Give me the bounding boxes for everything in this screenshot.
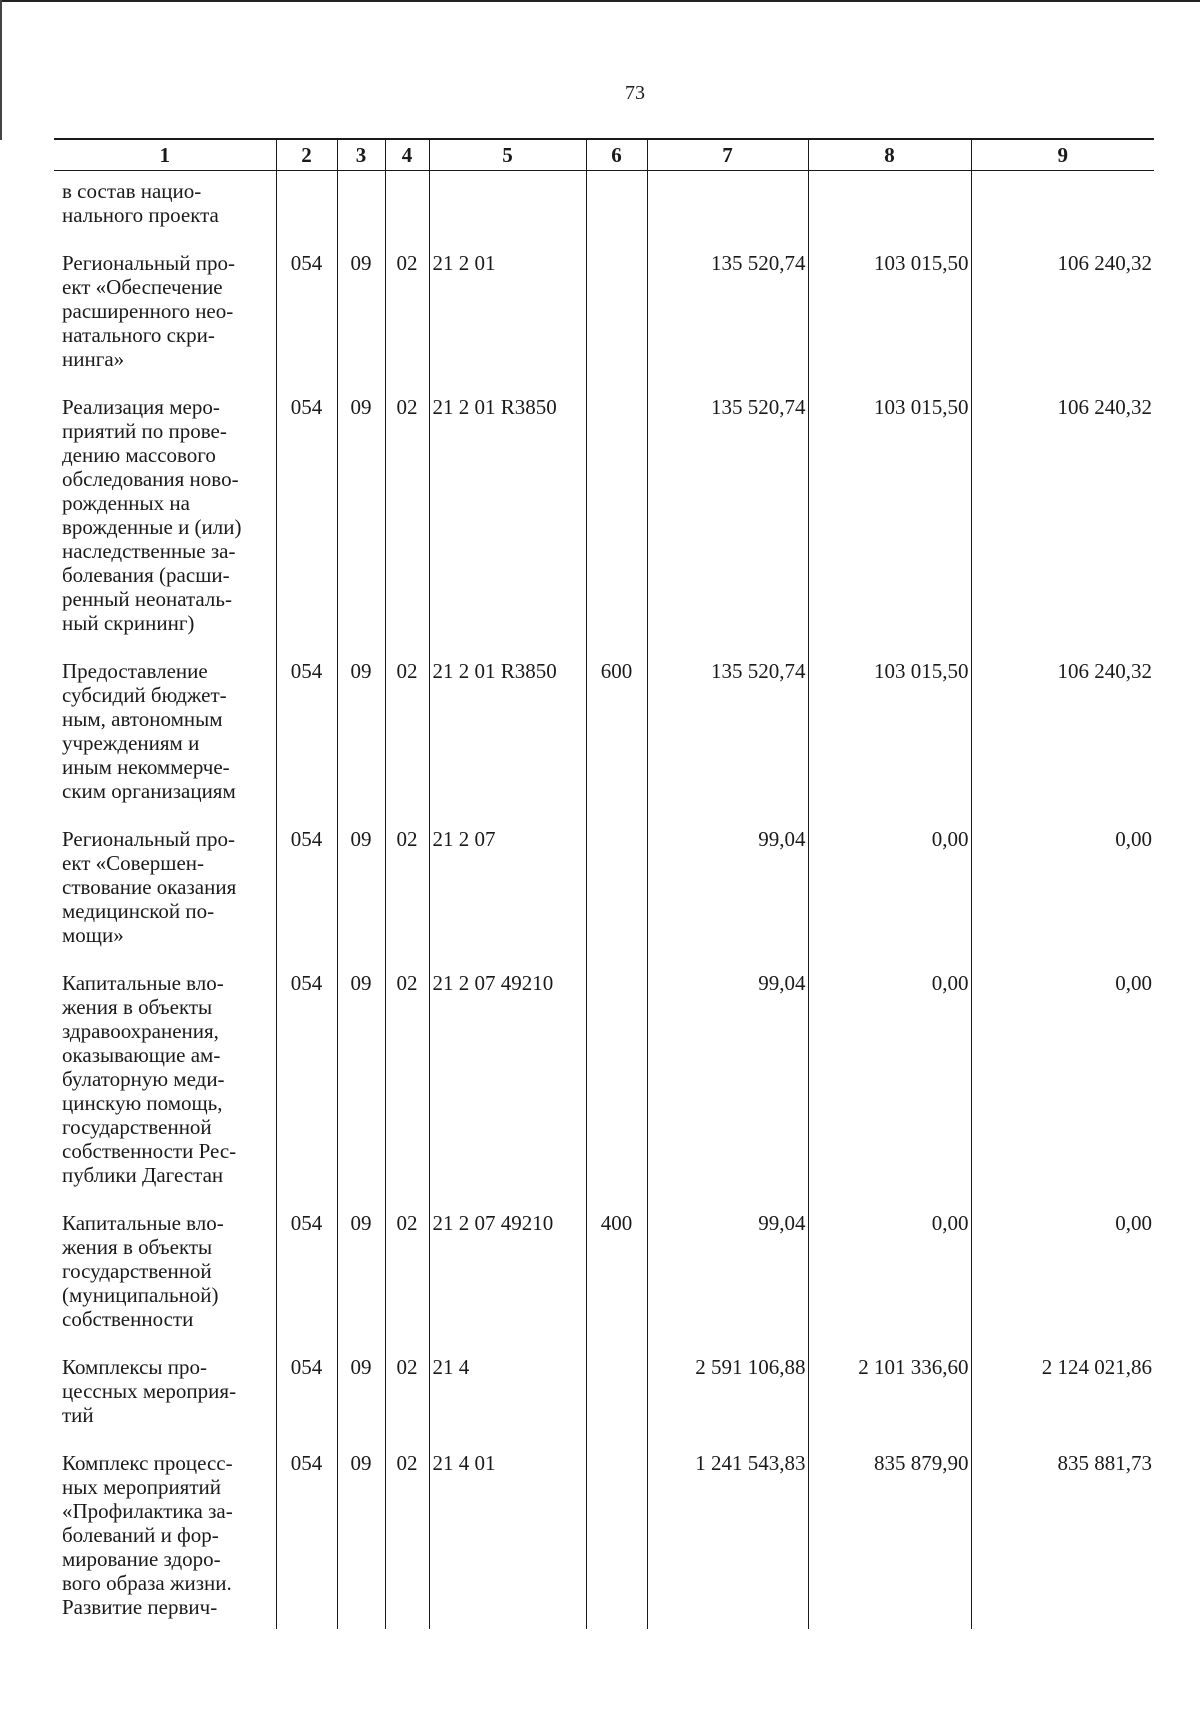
row-name-cell: Комплексы про- цессных мероприя- тий	[62, 1355, 237, 1427]
amount-col9-cell	[971, 171, 1154, 240]
section-cell: 09	[337, 383, 385, 647]
subsection-cell: 02	[385, 959, 429, 1199]
amount-col9-cell: 106 240,32	[971, 647, 1154, 815]
section-cell: 09	[337, 1343, 385, 1439]
target-article-cell: 21 2 01 R3850	[429, 647, 586, 815]
section-cell: 09	[337, 1199, 385, 1343]
row-name-cell: Реализация меро- приятий по прове- дению массового обследования ново- рожденных на врожденные и (или) наследственные за- болевания (расши- ренный неонаталь- ный скрининг)	[62, 395, 242, 635]
header-cell: 6	[586, 139, 647, 171]
header-cell: 7	[647, 139, 808, 171]
expense-type-cell	[586, 1439, 647, 1629]
subsection-cell: 02	[385, 239, 429, 383]
amount-col8-cell: 2 101 336,60	[808, 1343, 971, 1439]
row-name-cell: Капитальные вло- жения в объекты здравоохранения, оказывающие ам- булаторную меди- цинскую помощь, государственной собственности Рес- публики Дагестан	[62, 971, 237, 1187]
amount-col8-cell: 835 879,90	[808, 1439, 971, 1629]
code-cell: 054	[276, 383, 337, 647]
code-cell: 054	[276, 959, 337, 1199]
section-cell: 09	[337, 239, 385, 383]
code-cell: 054	[276, 815, 337, 959]
target-article-cell: 21 4 01	[429, 1439, 586, 1629]
header-cell: 2	[276, 139, 337, 171]
table-row	[54, 815, 1154, 959]
table-row	[54, 647, 1154, 815]
subsection-cell: 02	[385, 383, 429, 647]
section-cell: 09	[337, 647, 385, 815]
header-cell: 1	[54, 139, 276, 171]
row-name-cell: Региональный про- ект «Обеспечение расширенного нео- натального скри- нинга»	[62, 251, 235, 371]
expense-type-cell	[586, 815, 647, 959]
expense-type-cell: 600	[586, 647, 647, 815]
code-cell	[276, 171, 337, 240]
subsection-cell	[385, 171, 429, 240]
header-cell: 3	[337, 139, 385, 171]
subsection-cell: 02	[385, 647, 429, 815]
expense-type-cell: 400	[586, 1199, 647, 1343]
amount-col8-cell: 103 015,50	[808, 383, 971, 647]
expense-type-cell	[586, 1343, 647, 1439]
scan-top-edge	[0, 0, 1200, 2]
section-cell: 09	[337, 815, 385, 959]
table-body	[54, 171, 1154, 1630]
amount-col9-cell: 0,00	[971, 1199, 1154, 1343]
target-article-cell: 21 2 01 R3850	[429, 383, 586, 647]
section-cell	[337, 171, 385, 240]
row-name-cell: Региональный про- ект «Совершен- ствование оказания медицинской по- мощи»	[62, 827, 237, 947]
amount-col9-cell: 0,00	[971, 815, 1154, 959]
section-cell: 09	[337, 959, 385, 1199]
subsection-cell: 02	[385, 1343, 429, 1439]
expense-type-cell	[586, 239, 647, 383]
amount-col7-cell: 2 591 106,88	[647, 1343, 808, 1439]
table-row	[54, 1439, 1154, 1629]
table-row	[54, 171, 1154, 240]
table-row	[54, 1199, 1154, 1343]
amount-col7-cell: 99,04	[647, 815, 808, 959]
code-cell: 054	[276, 1343, 337, 1439]
amount-col9-cell: 106 240,32	[971, 239, 1154, 383]
amount-col8-cell: 0,00	[808, 815, 971, 959]
expense-type-cell	[586, 171, 647, 240]
amount-col8-cell: 0,00	[808, 959, 971, 1199]
table-header-row	[54, 139, 1154, 171]
code-cell: 054	[276, 647, 337, 815]
row-name-cell: Комплекс процесс- ных мероприятий «Профилактика за- болеваний и фор- мирование здоро- вого образа жизни. Развитие первич-	[62, 1451, 233, 1619]
subsection-cell: 02	[385, 1199, 429, 1343]
code-cell: 054	[276, 239, 337, 383]
target-article-cell: 21 4	[429, 1343, 586, 1439]
page-number: 73	[625, 82, 645, 104]
header-cell: 5	[429, 139, 586, 171]
amount-col7-cell: 135 520,74	[647, 647, 808, 815]
amount-col7-cell	[647, 171, 808, 240]
amount-col9-cell: 2 124 021,86	[971, 1343, 1154, 1439]
amount-col8-cell: 103 015,50	[808, 239, 971, 383]
header-cell: 8	[808, 139, 971, 171]
table-row	[54, 959, 1154, 1199]
target-article-cell	[429, 171, 586, 240]
scan-left-edge	[0, 0, 2, 140]
table-row	[54, 239, 1154, 383]
amount-col7-cell: 99,04	[647, 959, 808, 1199]
amount-col7-cell: 135 520,74	[647, 239, 808, 383]
amount-col8-cell: 103 015,50	[808, 647, 971, 815]
header-cell: 4	[385, 139, 429, 171]
amount-col8-cell: 0,00	[808, 1199, 971, 1343]
budget-table	[54, 138, 1154, 1629]
amount-col7-cell: 135 520,74	[647, 383, 808, 647]
amount-col9-cell: 835 881,73	[971, 1439, 1154, 1629]
row-name-cell: в состав нацио- нального проекта	[62, 179, 219, 227]
target-article-cell: 21 2 07 49210	[429, 1199, 586, 1343]
target-article-cell: 21 2 07	[429, 815, 586, 959]
table-row	[54, 383, 1154, 647]
section-cell: 09	[337, 1439, 385, 1629]
amount-col7-cell: 99,04	[647, 1199, 808, 1343]
target-article-cell: 21 2 07 49210	[429, 959, 586, 1199]
expense-type-cell	[586, 959, 647, 1199]
target-article-cell: 21 2 01	[429, 239, 586, 383]
subsection-cell: 02	[385, 1439, 429, 1629]
header-cell: 9	[971, 139, 1154, 171]
expense-type-cell	[586, 383, 647, 647]
code-cell: 054	[276, 1439, 337, 1629]
amount-col9-cell: 0,00	[971, 959, 1154, 1199]
amount-col8-cell	[808, 171, 971, 240]
amount-col9-cell: 106 240,32	[971, 383, 1154, 647]
table-row	[54, 1343, 1154, 1439]
amount-col7-cell: 1 241 543,83	[647, 1439, 808, 1629]
row-name-cell: Предоставление субсидий бюджет- ным, автономным учреждениям и иным некоммерче- ским организациям	[62, 659, 236, 803]
subsection-cell: 02	[385, 815, 429, 959]
code-cell: 054	[276, 1199, 337, 1343]
row-name-cell: Капитальные вло- жения в объекты государственной (муниципальной) собственности	[62, 1211, 224, 1331]
